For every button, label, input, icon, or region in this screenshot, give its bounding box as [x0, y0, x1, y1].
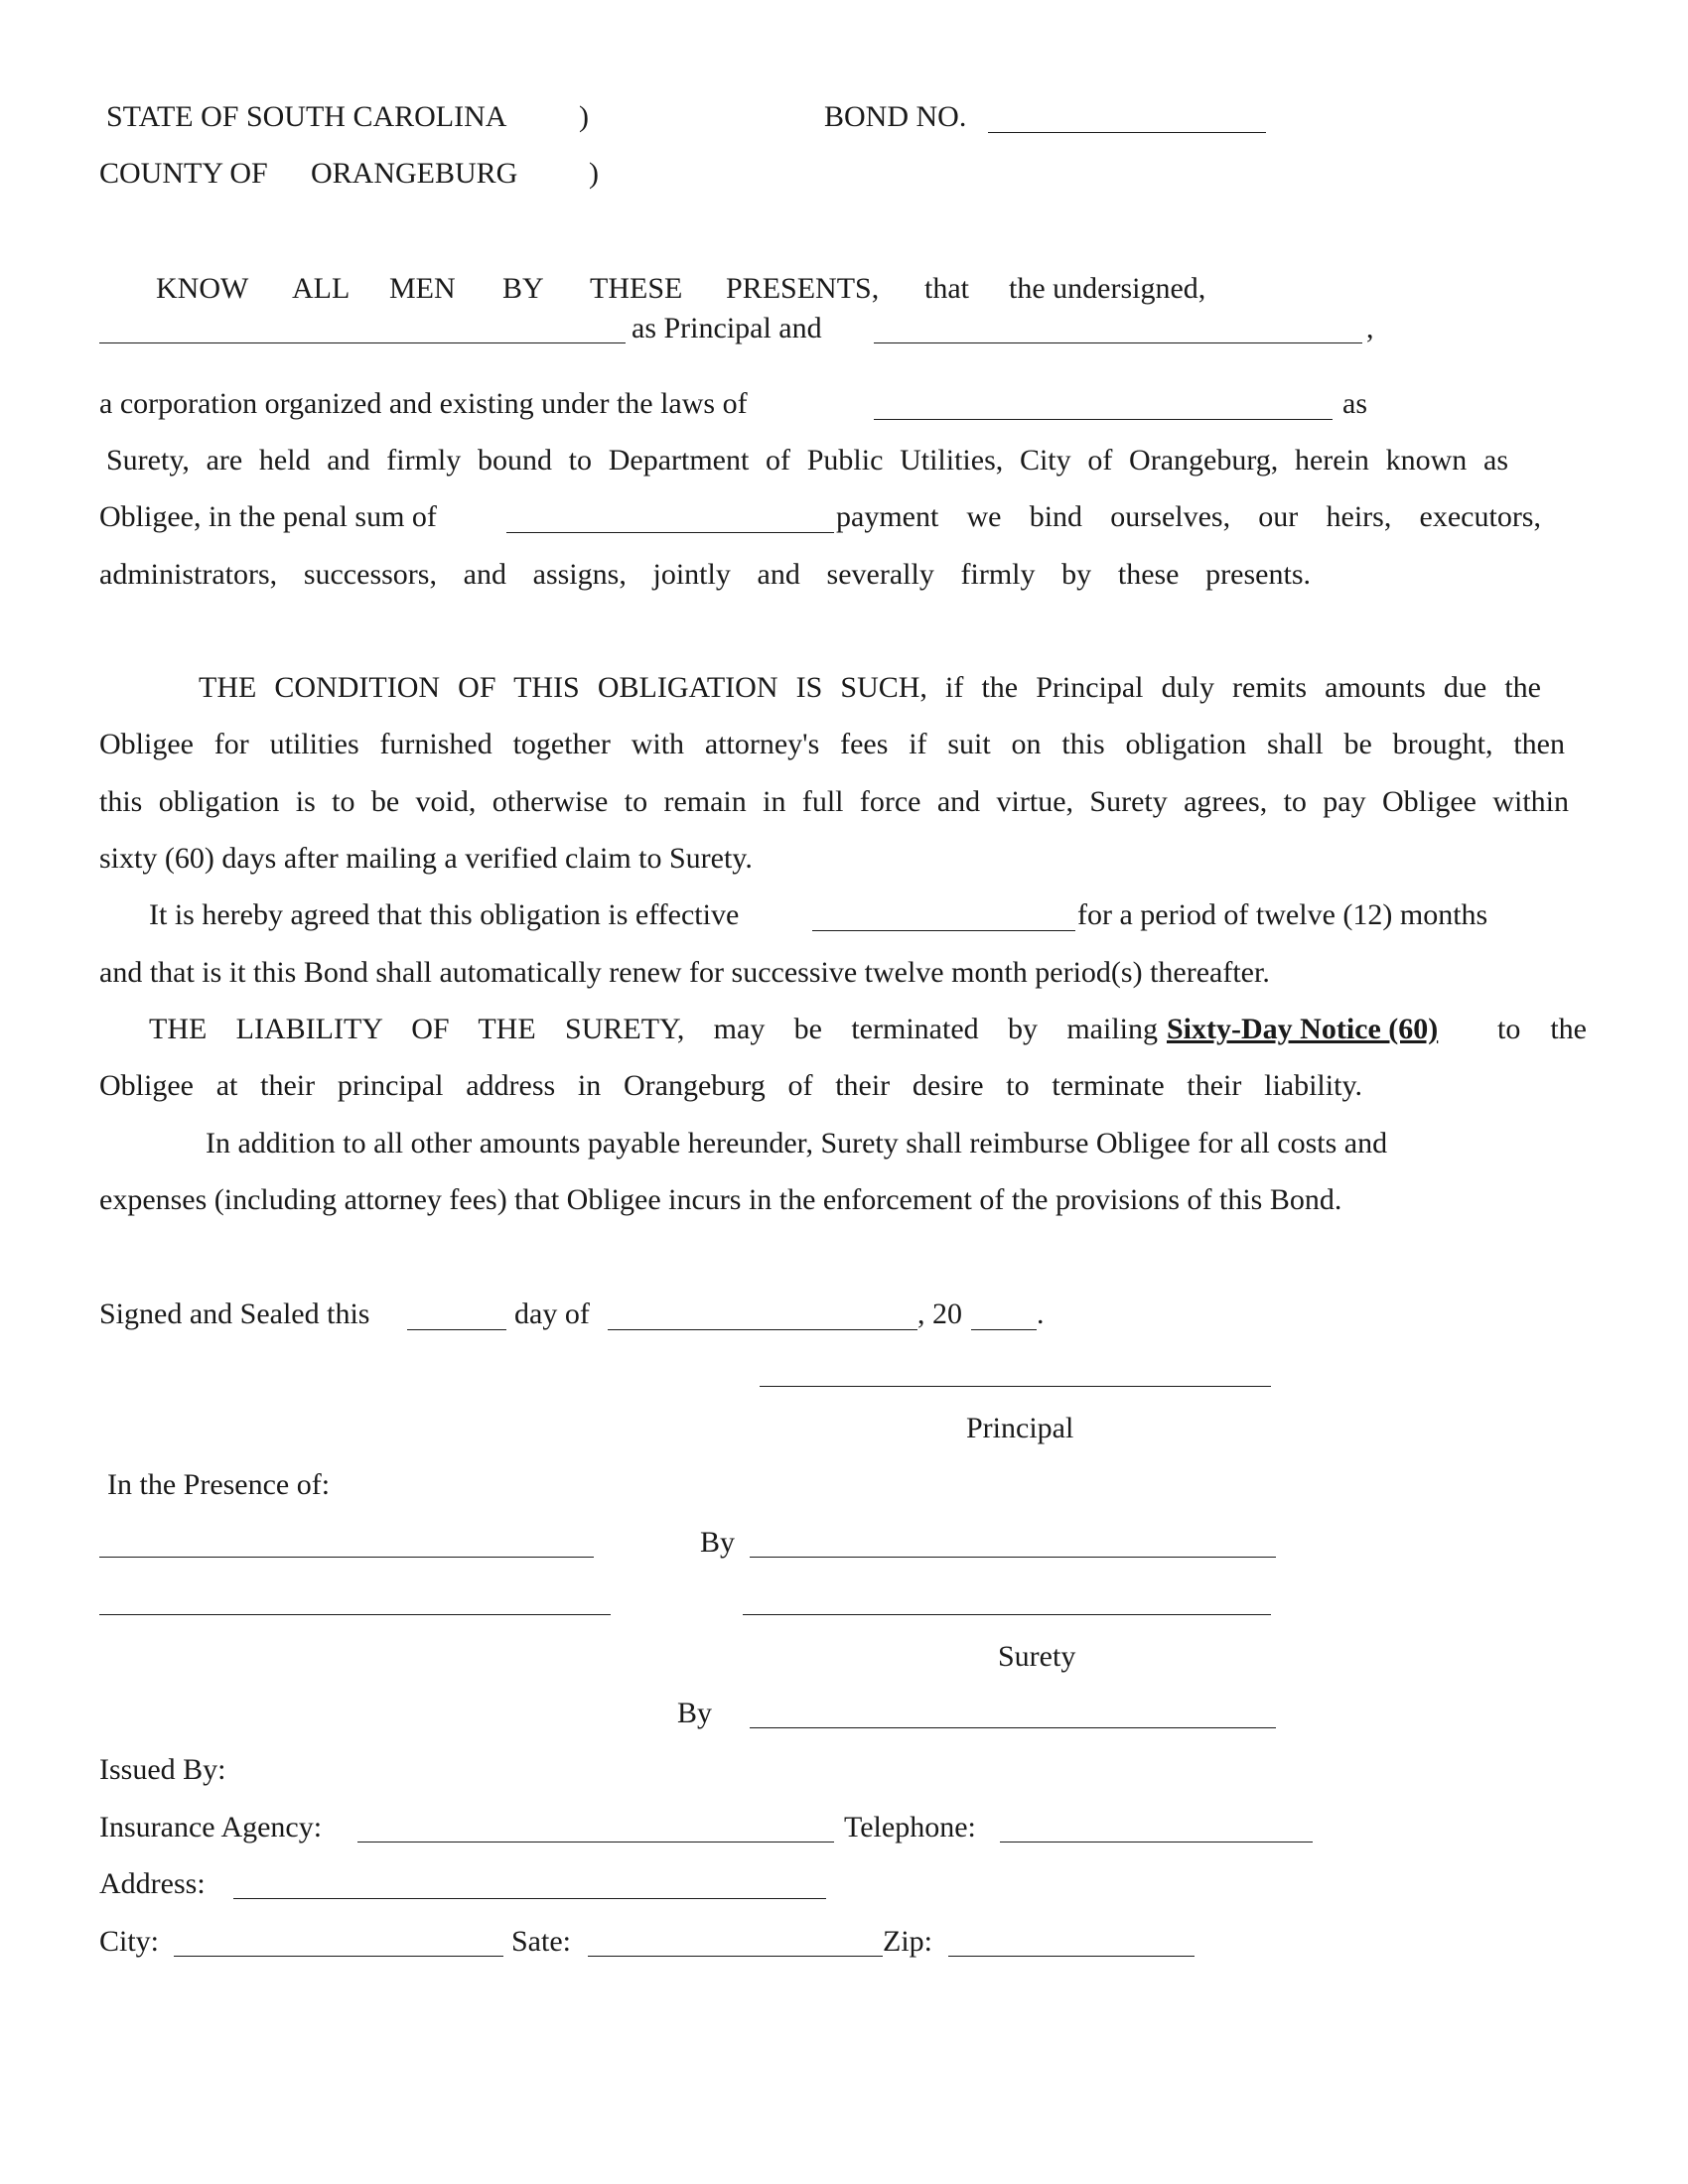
bond-no-field[interactable]: [988, 132, 1266, 133]
presents-word: THESE: [590, 272, 683, 305]
state-field[interactable]: [588, 1956, 883, 1957]
presents-word: PRESENTS,: [726, 272, 880, 305]
principal-label: Principal: [966, 1412, 1074, 1444]
condition-line-1: THE CONDITION OF THIS OBLIGATION IS SUCH, if the Principal duly remits amounts due the: [199, 671, 1541, 704]
principal-signature-line[interactable]: [760, 1386, 1271, 1387]
assigns-text: administrators, successors, and assigns, jointly and severally firmly by these presents.: [99, 558, 1311, 591]
address-label: Address:: [99, 1867, 206, 1900]
telephone-field[interactable]: [1000, 1842, 1313, 1843]
period-text: for a period of twelve (12) months: [1077, 898, 1488, 931]
year-field[interactable]: [971, 1329, 1037, 1330]
surety-bound-text: Surety, are held and firmly bound to Department of Public Utilities, City of Orangeburg, herein known as: [106, 444, 1508, 477]
condition-line-3: this obligation is to be void, otherwise to remain in full force and virtue, Surety agrees, to pay Obligee within: [99, 785, 1569, 818]
corporation-text: a corporation organized and existing under the laws of: [99, 387, 748, 420]
surety-name-field[interactable]: [874, 342, 1362, 343]
period-dot: .: [1037, 1297, 1045, 1330]
address-field[interactable]: [233, 1898, 826, 1899]
state-of-incorporation-field[interactable]: [874, 419, 1333, 420]
witness-1-line[interactable]: [99, 1557, 594, 1558]
condition-line-4: sixty (60) days after mailing a verified claim to Surety.: [99, 842, 753, 875]
presents-word: ALL: [292, 272, 351, 305]
principal-name-field[interactable]: [99, 342, 626, 343]
zip-field[interactable]: [948, 1956, 1195, 1957]
surety-label: Surety: [998, 1640, 1076, 1673]
liability-to-the: to the: [1497, 1013, 1587, 1045]
presents-word: MEN: [389, 272, 456, 305]
payment-text: payment we bind ourselves, our heirs, executors,: [836, 500, 1541, 533]
by-label-2: By: [677, 1697, 713, 1729]
state-label: STATE OF SOUTH CAROLINA: [106, 100, 507, 133]
presence-label: In the Presence of:: [107, 1468, 331, 1501]
witness-2-line[interactable]: [99, 1614, 611, 1615]
surety-signature-line[interactable]: [743, 1614, 1271, 1615]
insurance-agency-field[interactable]: [357, 1842, 834, 1843]
presents-word: the undersigned,: [1009, 272, 1206, 305]
presents-word: BY: [502, 272, 544, 305]
sixty-day-notice: Sixty-Day Notice (60): [1167, 1013, 1439, 1045]
issued-by-label: Issued By:: [99, 1753, 226, 1786]
condition-line-2: Obligee for utilities furnished together with attorney's fees if suit on this obligation shall be brought, then: [99, 728, 1565, 760]
month-field[interactable]: [608, 1329, 917, 1330]
presents-word: that: [924, 272, 969, 305]
liability-text: THE LIABILITY OF THE SURETY, may be terminated by mailing: [149, 1013, 1158, 1045]
telephone-label: Telephone:: [844, 1811, 976, 1843]
insurance-agency-label: Insurance Agency:: [99, 1811, 323, 1843]
principal-by-line[interactable]: [750, 1557, 1276, 1558]
as-principal-and: as Principal and: [632, 312, 822, 344]
city-field[interactable]: [174, 1956, 503, 1957]
corporation-as: as: [1342, 387, 1367, 420]
effective-date-field[interactable]: [812, 930, 1075, 931]
effective-text: It is hereby agreed that this obligation is effective: [149, 898, 740, 931]
penal-sum-text: Obligee, in the penal sum of: [99, 500, 437, 533]
presents-word: KNOW: [156, 272, 249, 305]
year-prefix: , 20: [917, 1297, 962, 1330]
liability-line-2: Obligee at their principal address in Orangeburg of their desire to terminate their liability.: [99, 1069, 1362, 1102]
day-of-text: day of: [514, 1297, 590, 1330]
county-label: COUNTY OF: [99, 157, 268, 190]
city-label: City:: [99, 1925, 160, 1958]
surety-by-line[interactable]: [750, 1727, 1276, 1728]
comma: ,: [1366, 312, 1374, 344]
signed-sealed-text: Signed and Sealed this: [99, 1297, 370, 1330]
zip-label: Zip:: [883, 1925, 932, 1958]
county-name: ORANGEBURG: [311, 157, 518, 190]
bond-no-label: BOND NO.: [824, 100, 967, 133]
penal-sum-field[interactable]: [506, 532, 834, 533]
reimburse-line-2: expenses (including attorney fees) that Obligee incurs in the enforcement of the provisions of this Bond.: [99, 1183, 1342, 1216]
renew-text: and that is it this Bond shall automatically renew for successive twelve month period(s) thereafter.: [99, 956, 1270, 989]
state-field-label: Sate:: [511, 1925, 571, 1958]
by-label-1: By: [700, 1526, 736, 1559]
day-field[interactable]: [407, 1329, 506, 1330]
reimburse-line-1: In addition to all other amounts payable hereunder, Surety shall reimburse Obligee for all costs and: [206, 1127, 1388, 1160]
county-paren: ): [589, 157, 599, 190]
state-paren: ): [579, 100, 589, 133]
